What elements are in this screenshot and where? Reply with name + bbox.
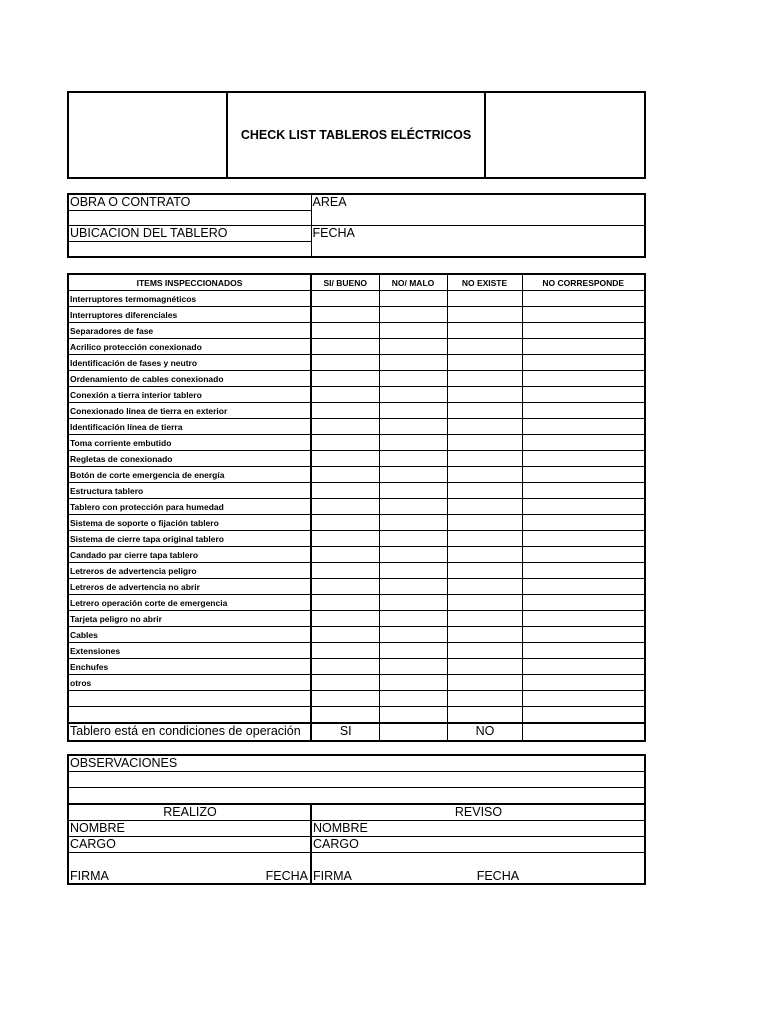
table-row [68, 659, 645, 675]
item-label: Candado par cierre tapa tablero [68, 547, 311, 563]
realizo-cargo-label: CARGO [68, 837, 311, 853]
operation-si-cell[interactable]: SI [311, 723, 379, 741]
inspection-header-row [68, 274, 645, 291]
si-bueno-cell[interactable] [311, 627, 379, 643]
table-row [68, 403, 645, 419]
no-existe-cell[interactable] [447, 675, 522, 691]
header-no-malo: NO/ MALO [379, 274, 447, 291]
no-malo-cell[interactable] [379, 611, 447, 627]
reviso-heading: REVISO [311, 804, 645, 821]
item-label: Cables [68, 627, 311, 643]
item-label: Conexión a tierra interior tablero [68, 387, 311, 403]
item-label: Enchufes [68, 659, 311, 675]
item-label: Interruptores termomagnéticos [68, 291, 311, 307]
observaciones-label: OBSERVACIONES [68, 755, 645, 772]
si-bueno-cell[interactable] [311, 387, 379, 403]
table-row [68, 371, 645, 387]
no-existe-cell[interactable] [447, 291, 522, 307]
no-malo-cell[interactable] [379, 707, 447, 724]
no-existe-cell[interactable] [447, 579, 522, 595]
no-corresponde-cell[interactable] [522, 691, 645, 707]
table-row [68, 499, 645, 515]
no-corresponde-cell[interactable] [522, 467, 645, 483]
table-row [68, 387, 645, 403]
si-bueno-cell[interactable] [311, 355, 379, 371]
table-row [68, 675, 645, 691]
table-row [68, 419, 645, 435]
no-corresponde-cell[interactable] [522, 595, 645, 611]
no-malo-cell[interactable] [379, 499, 447, 515]
operation-no-cell[interactable]: NO [447, 723, 522, 741]
no-existe-cell[interactable] [447, 595, 522, 611]
no-malo-cell[interactable] [379, 355, 447, 371]
observations-table [67, 754, 646, 885]
item-label: Ordenamiento de cables conexionado [68, 371, 311, 387]
no-malo-cell[interactable] [379, 291, 447, 307]
table-row [68, 691, 645, 707]
no-malo-cell[interactable] [379, 323, 447, 339]
si-bueno-cell[interactable] [311, 435, 379, 451]
reviso-fecha-label: FECHA [476, 869, 520, 883]
no-corresponde-cell[interactable] [522, 387, 645, 403]
item-label: Interruptores diferenciales [68, 307, 311, 323]
no-malo-cell[interactable] [379, 691, 447, 707]
no-existe-cell[interactable] [447, 435, 522, 451]
reviso-firma-label: FIRMA [313, 869, 352, 883]
no-existe-cell[interactable] [447, 483, 522, 499]
table-row [68, 563, 645, 579]
item-label: Sistema de soporte o fijación tablero [68, 515, 311, 531]
no-corresponde-cell[interactable] [522, 291, 645, 307]
table-row [68, 515, 645, 531]
si-bueno-cell[interactable] [311, 467, 379, 483]
no-corresponde-cell[interactable] [522, 659, 645, 675]
item-label: otros [68, 675, 311, 691]
no-malo-cell[interactable] [379, 579, 447, 595]
operation-status-row [68, 723, 645, 741]
document-title: CHECK LIST TABLEROS ELÉCTRICOS [227, 92, 485, 178]
item-label [68, 707, 311, 724]
no-existe-cell[interactable] [447, 531, 522, 547]
table-row [68, 291, 645, 307]
item-label: Conexionado línea de tierra en exterior [68, 403, 311, 419]
no-malo-cell[interactable] [379, 435, 447, 451]
no-corresponde-cell[interactable] [522, 499, 645, 515]
no-corresponde-cell[interactable] [522, 339, 645, 355]
table-row [68, 307, 645, 323]
header-no-existe: NO EXISTE [447, 274, 522, 291]
realizo-nombre-label: NOMBRE [68, 821, 311, 837]
table-row [68, 643, 645, 659]
no-corresponde-cell[interactable] [522, 435, 645, 451]
no-malo-cell[interactable] [379, 531, 447, 547]
si-bueno-cell[interactable] [311, 499, 379, 515]
si-bueno-cell[interactable] [311, 403, 379, 419]
no-existe-cell[interactable] [447, 419, 522, 435]
no-existe-cell[interactable] [447, 643, 522, 659]
no-corresponde-cell[interactable] [522, 627, 645, 643]
no-malo-cell[interactable] [379, 387, 447, 403]
operation-si-mark[interactable] [379, 723, 447, 741]
no-malo-cell[interactable] [379, 675, 447, 691]
no-malo-cell[interactable] [379, 371, 447, 387]
header-no-corresponde: NO CORRESPONDE [522, 274, 645, 291]
no-corresponde-cell[interactable] [522, 419, 645, 435]
no-existe-cell[interactable] [447, 339, 522, 355]
no-corresponde-cell[interactable] [522, 451, 645, 467]
no-corresponde-cell[interactable] [522, 323, 645, 339]
code-cell [485, 92, 645, 178]
reviso-nombre-label: NOMBRE [311, 821, 645, 837]
item-label [68, 691, 311, 707]
no-corresponde-cell[interactable] [522, 611, 645, 627]
header-items: ITEMS INSPECCIONADOS [68, 274, 311, 291]
no-malo-cell[interactable] [379, 307, 447, 323]
no-existe-cell[interactable] [447, 371, 522, 387]
observaciones-line-2[interactable] [68, 788, 645, 805]
info-table [67, 193, 646, 258]
si-bueno-cell[interactable] [311, 419, 379, 435]
no-malo-cell[interactable] [379, 643, 447, 659]
header-si-bueno: SI/ BUENO [311, 274, 379, 291]
si-bueno-cell[interactable] [311, 339, 379, 355]
no-corresponde-cell[interactable] [522, 563, 645, 579]
no-corresponde-cell[interactable] [522, 547, 645, 563]
no-malo-cell[interactable] [379, 339, 447, 355]
si-bueno-cell[interactable] [311, 323, 379, 339]
observaciones-line-1[interactable] [68, 772, 645, 788]
no-corresponde-cell[interactable] [522, 403, 645, 419]
item-label: Botón de corte emergencia de energía [68, 467, 311, 483]
no-existe-cell[interactable] [447, 355, 522, 371]
si-bueno-cell[interactable] [311, 483, 379, 499]
no-malo-cell[interactable] [379, 419, 447, 435]
operation-no-mark[interactable] [522, 723, 645, 741]
no-existe-cell[interactable] [447, 611, 522, 627]
si-bueno-cell[interactable] [311, 659, 379, 675]
no-existe-cell[interactable] [447, 307, 522, 323]
item-label: Letreros de advertencia no abrir [68, 579, 311, 595]
item-label: Acrilico protección conexionado [68, 339, 311, 355]
no-existe-cell[interactable] [447, 659, 522, 675]
no-corresponde-cell[interactable] [522, 531, 645, 547]
si-bueno-cell[interactable] [311, 611, 379, 627]
obra-value-field[interactable] [68, 211, 311, 226]
si-bueno-cell[interactable] [311, 547, 379, 563]
reviso-firma-cell [311, 853, 645, 885]
inspection-table [67, 273, 646, 742]
table-row [68, 579, 645, 595]
realizo-firma-cell [68, 853, 311, 885]
table-row [68, 627, 645, 643]
item-label: Toma corriente embutido [68, 435, 311, 451]
no-malo-cell[interactable] [379, 659, 447, 675]
no-corresponde-cell[interactable] [522, 483, 645, 499]
table-row [68, 707, 645, 724]
no-corresponde-cell[interactable] [522, 515, 645, 531]
no-existe-cell[interactable] [447, 627, 522, 643]
item-label: Letreros de advertencia peligro [68, 563, 311, 579]
si-bueno-cell[interactable] [311, 451, 379, 467]
no-corresponde-cell[interactable] [522, 675, 645, 691]
no-corresponde-cell[interactable] [522, 643, 645, 659]
no-corresponde-cell[interactable] [522, 371, 645, 387]
si-bueno-cell[interactable] [311, 675, 379, 691]
realizo-firma-label: FIRMA [70, 869, 109, 883]
no-corresponde-cell[interactable] [522, 307, 645, 323]
no-malo-cell[interactable] [379, 467, 447, 483]
no-malo-cell[interactable] [379, 547, 447, 563]
item-label: Letrero operación corte de emergencia [68, 595, 311, 611]
no-existe-cell[interactable] [447, 451, 522, 467]
table-row [68, 611, 645, 627]
item-label: Separadores de fase [68, 323, 311, 339]
item-label: Tablero con protección para humedad [68, 499, 311, 515]
item-label: Regletas de conexionado [68, 451, 311, 467]
no-corresponde-cell[interactable] [522, 707, 645, 724]
table-row [68, 595, 645, 611]
item-label: Tarjeta peligro no abrir [68, 611, 311, 627]
table-row [68, 531, 645, 547]
realizo-heading: REALIZO [68, 804, 311, 821]
no-existe-cell[interactable] [447, 563, 522, 579]
si-bueno-cell[interactable] [311, 643, 379, 659]
reviso-cargo-label: CARGO [311, 837, 645, 853]
si-bueno-cell[interactable] [311, 563, 379, 579]
no-malo-cell[interactable] [379, 627, 447, 643]
table-row [68, 435, 645, 451]
si-bueno-cell[interactable] [311, 595, 379, 611]
no-existe-cell[interactable] [447, 499, 522, 515]
table-row [68, 483, 645, 499]
si-bueno-cell[interactable] [311, 307, 379, 323]
no-malo-cell[interactable] [379, 563, 447, 579]
fecha-label: FECHA [311, 226, 645, 258]
si-bueno-cell[interactable] [311, 371, 379, 387]
table-row [68, 467, 645, 483]
no-existe-cell[interactable] [447, 403, 522, 419]
table-row [68, 547, 645, 563]
no-malo-cell[interactable] [379, 515, 447, 531]
no-corresponde-cell[interactable] [522, 579, 645, 595]
si-bueno-cell[interactable] [311, 515, 379, 531]
table-row [68, 451, 645, 467]
no-corresponde-cell[interactable] [522, 355, 645, 371]
no-malo-cell[interactable] [379, 483, 447, 499]
table-row [68, 355, 645, 371]
table-row [68, 339, 645, 355]
obra-label: OBRA O CONTRATO [68, 194, 311, 211]
no-existe-cell[interactable] [447, 515, 522, 531]
item-label: Sistema de cierre tapa original tablero [68, 531, 311, 547]
si-bueno-cell[interactable] [311, 691, 379, 707]
realizo-fecha-label: FECHA [265, 869, 308, 883]
si-bueno-cell[interactable] [311, 531, 379, 547]
item-label: Extensiones [68, 643, 311, 659]
no-existe-cell[interactable] [447, 467, 522, 483]
no-malo-cell[interactable] [379, 403, 447, 419]
si-bueno-cell[interactable] [311, 707, 379, 724]
item-label: Identificación de fases y neutro [68, 355, 311, 371]
no-existe-cell[interactable] [447, 707, 522, 724]
area-label: AREA [311, 194, 645, 226]
si-bueno-cell[interactable] [311, 291, 379, 307]
si-bueno-cell[interactable] [311, 579, 379, 595]
logo-cell [68, 92, 227, 178]
table-row [68, 323, 645, 339]
no-malo-cell[interactable] [379, 595, 447, 611]
no-existe-cell[interactable] [447, 691, 522, 707]
item-label: Identificación línea de tierra [68, 419, 311, 435]
header-table [67, 91, 646, 179]
item-label: Estructura tablero [68, 483, 311, 499]
no-existe-cell[interactable] [447, 323, 522, 339]
operation-status-label: Tablero está en condiciones de operación [68, 723, 311, 741]
no-existe-cell[interactable] [447, 547, 522, 563]
ubicacion-value-field[interactable] [68, 242, 311, 258]
no-malo-cell[interactable] [379, 451, 447, 467]
ubicacion-label: UBICACION DEL TABLERO [68, 226, 311, 242]
no-existe-cell[interactable] [447, 387, 522, 403]
